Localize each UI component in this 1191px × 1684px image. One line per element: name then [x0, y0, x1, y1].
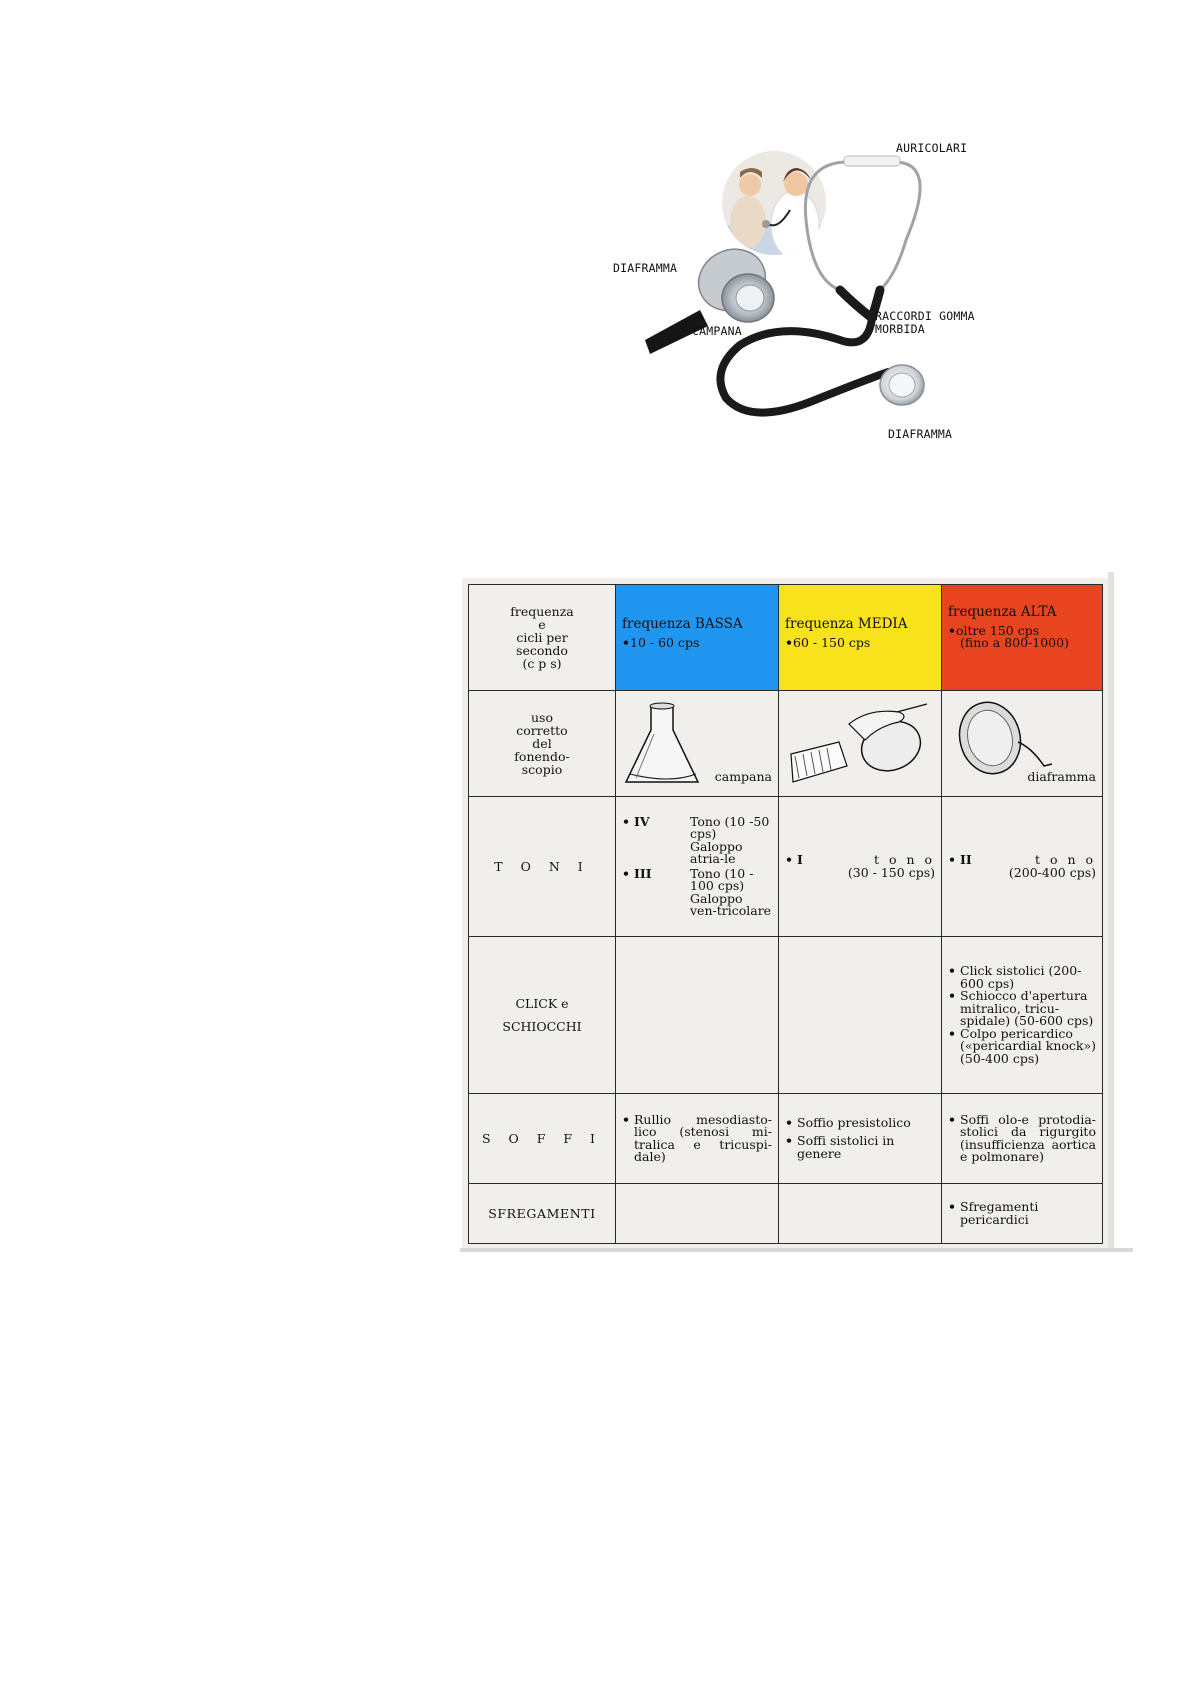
click-rowhead: [469, 937, 616, 1094]
header-rowhead: [469, 585, 616, 691]
header-freq-bassa: frequenza BASSA •10 - 60 cps: [616, 585, 779, 691]
frequency-table: [468, 584, 1103, 1244]
header-freq-media: frequenza MEDIA •60 - 150 cps: [779, 585, 942, 691]
uso-media: [779, 691, 942, 797]
soffi-item: Soffi sistolici in genere: [797, 1133, 895, 1161]
click-media: [779, 937, 942, 1094]
sfregamenti-media: [779, 1184, 942, 1244]
toni-rowhead: T O N I: [469, 797, 616, 937]
col-value: 60 - 150 cps: [793, 634, 871, 650]
tono-range: (30 - 150 cps): [847, 864, 935, 880]
click-item: Click sistolici (200-600 cps): [960, 963, 1082, 991]
click-bassa: [616, 937, 779, 1094]
col-title: frequenza ALTA: [948, 603, 1057, 620]
rowhead-line: uso: [531, 710, 553, 725]
soffi-alta: • Soffi olo-e protodia-stolici da rigurgito (insufficienza aortica e polmonare): [942, 1094, 1103, 1184]
tono-text: Galoppo ven-tricolare: [690, 890, 772, 918]
rowhead-line: fonendo-: [514, 749, 570, 764]
tono-text: Galoppo atria-le: [690, 838, 743, 866]
hand-chestpiece-drawing: [779, 694, 939, 794]
doctor-photo: [720, 150, 830, 265]
table-row-click: [469, 937, 1103, 1094]
sfregamenti-bassa: [616, 1184, 779, 1244]
rowhead-line: (c p s): [522, 656, 562, 671]
stethoscope-figure: [613, 140, 1100, 480]
label-auricolari: AURICOLARI: [896, 141, 968, 155]
toni-bassa: • IV Tono (10 -50 cps) Galoppo atria-le • III Tono (10 - 100 cps) Galoppo ven-tricolare: [616, 797, 779, 937]
sfregamenti-rowhead: SFREGAMENTI: [469, 1184, 616, 1244]
sfregamenti-item: Sfregamenti pericardici: [960, 1199, 1039, 1227]
soffi-media: • Soffio presistolico • Soffi sistolici in genere: [779, 1094, 942, 1184]
uso-alta: [942, 691, 1103, 797]
rowhead-line: scopio: [521, 762, 563, 777]
toni-alta: • II t o n o (200-400 cps): [942, 797, 1103, 937]
label-campana: CAMPANA: [692, 324, 742, 338]
soffi-item: Soffio presistolico: [797, 1114, 911, 1130]
table-row-uso: [469, 691, 1103, 797]
rowhead-line: secondo: [516, 643, 568, 658]
table-row-sfregamenti: [469, 1184, 1103, 1244]
diaframma-label: diaframma: [1027, 768, 1096, 784]
tono-range: (200-400 cps): [1008, 864, 1096, 880]
soffi-bassa: • Rullio mesodiasto-lico (stenosi mi-tralica e tricuspi-dale): [616, 1094, 779, 1184]
rowhead-line: e: [538, 617, 546, 632]
frequency-table-scan: [462, 578, 1108, 1250]
col-title: frequenza BASSA: [622, 615, 743, 632]
campana-label: campana: [714, 768, 772, 784]
toni-media: • I t o n o (30 - 150 cps): [779, 797, 942, 937]
click-item: Schiocco d'apertura mitralico, tricu-spidale) (50-600 cps): [960, 988, 1094, 1028]
header-freq-alta: frequenza ALTA •oltre 150 cps (fino a 800-1000): [942, 585, 1103, 691]
tono-key: II: [960, 852, 972, 867]
soffi-rowhead: S O F F I: [469, 1094, 616, 1184]
uso-bassa: [616, 691, 779, 797]
uso-rowhead: [469, 691, 616, 797]
scan-shadow: [460, 1248, 1133, 1252]
table-row-soffi: [469, 1094, 1103, 1184]
label-raccordi: RACCORDI GOMMA MORBIDA: [875, 309, 975, 336]
rowhead-line: cicli per: [516, 630, 568, 645]
click-item: Colpo pericardico («pericardial knock») (50-400 cps): [960, 1025, 1096, 1066]
rowhead-line: corretto: [516, 723, 568, 738]
table-row-toni: [469, 797, 1103, 937]
tono-text: Tono (10 -50 cps): [690, 813, 770, 841]
col-value-extra: (fino a 800-1000): [960, 634, 1069, 650]
tono-key: [634, 893, 690, 918]
tono-key: IV: [634, 813, 650, 829]
col-title: frequenza MEDIA: [785, 615, 908, 632]
col-value: oltre 150 cps: [956, 622, 1040, 638]
chestpiece-bottom: [880, 365, 924, 405]
rowhead-line: frequenza: [510, 604, 574, 619]
tono-text: t o n o: [873, 852, 935, 867]
tono-key: I: [797, 852, 803, 867]
rowhead-line: CLICK e: [515, 996, 569, 1011]
table-row-header: [469, 585, 1103, 691]
sfregamenti-alta: • Sfregamenti pericardici: [942, 1184, 1103, 1244]
tono-key: III: [634, 865, 652, 881]
tono-text: t o n o: [1034, 852, 1096, 867]
stethoscope-illustration: [640, 140, 1100, 480]
col-value: 10 - 60 cps: [630, 634, 700, 650]
rowhead-line: del: [532, 736, 552, 751]
tono-text: Tono (10 - 100 cps): [690, 865, 754, 893]
label-diaframma-left: DIAFRAMMA: [613, 261, 678, 275]
scan-edge: [1108, 572, 1114, 1248]
rowhead-line: SCHIOCCHI: [502, 1019, 582, 1034]
soffi-item: Soffi olo-e protodia-stolici da rigurgito (insufficienza aortica e polmonare): [960, 1111, 1096, 1164]
soffi-item: Rullio mesodiasto-lico (stenosi mi-tralica e tricuspi-dale): [634, 1111, 772, 1164]
tono-key: [634, 841, 690, 866]
label-diaframma-bottom: DIAFRAMMA: [888, 427, 953, 441]
click-alta: • Click sistolici (200-600 cps) • Schiocco d'apertura mitralico, tricu-spidale) (50-600 cps) • Colpo pericardico («pericardial knock») (50-400 cps): [942, 937, 1103, 1094]
